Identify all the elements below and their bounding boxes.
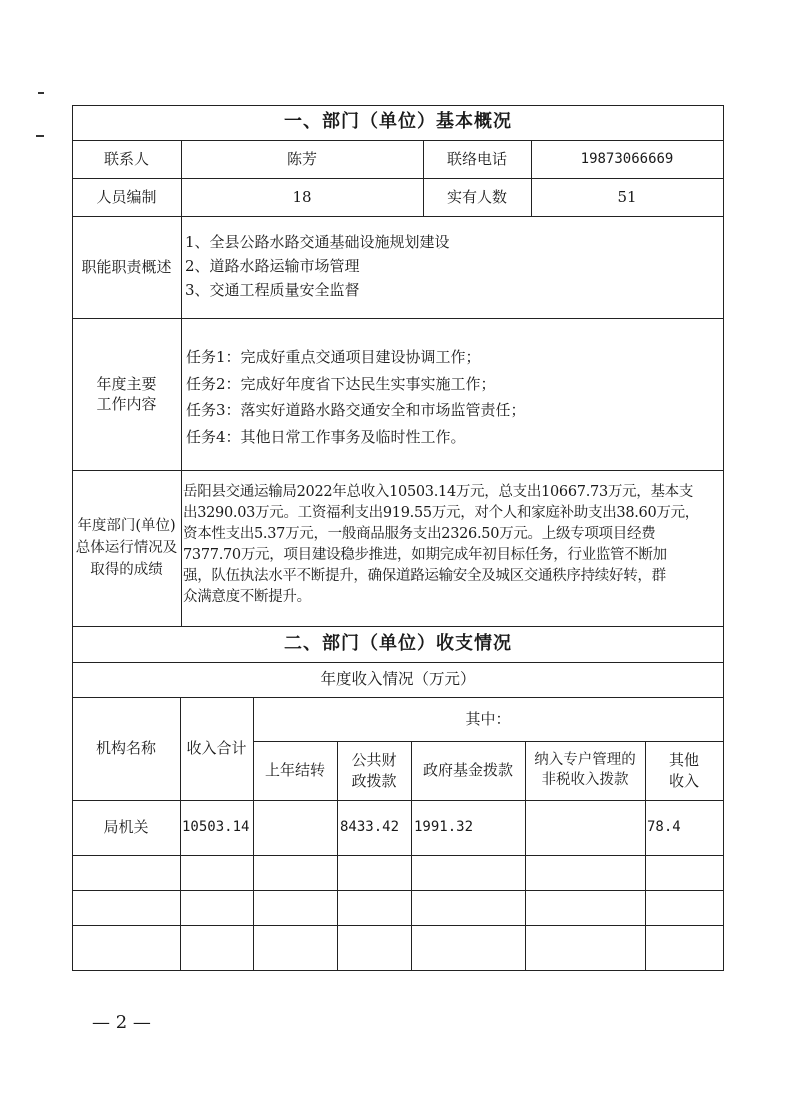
- income-subtitle: 年度收入情况（万元）: [320, 670, 476, 689]
- scan-mark: [38, 92, 44, 94]
- row-total: 10503.14: [182, 819, 250, 836]
- contact-value: 陈芳: [286, 149, 317, 168]
- perf-label-line1: 年度部门(单位): [77, 518, 176, 534]
- task-item: 任务1：完成好重点交通项目建设协调工作；: [186, 348, 481, 366]
- phone-label: 联络电话: [446, 149, 507, 168]
- col-nontax: [525, 741, 645, 800]
- row-nontax: [525, 800, 645, 855]
- row-org: 局机关: [103, 818, 149, 837]
- perf-line: 出3290.03万元。工资福利支出919.55万元，对个人和家庭补助支出38.60万元，: [183, 505, 700, 521]
- section1-title: 一、部门（单位）基本概况: [284, 111, 512, 133]
- performance-summary: [183, 482, 721, 608]
- work-label-line1: 年度主要: [96, 374, 157, 393]
- row-other: 78.4: [647, 819, 681, 836]
- phone-value: 19873066669: [580, 150, 674, 167]
- row-carryover: [253, 800, 337, 855]
- col-total-income: 收入合计: [186, 739, 247, 758]
- perf-line: 强，队伍执法水平不断提升，确保道路运输安全及城区交通秩序持续好转，群: [183, 568, 666, 584]
- row-gov-fund: 1991.32: [414, 819, 474, 836]
- work-label-line2: 工作内容: [96, 395, 157, 413]
- performance-label: [72, 470, 181, 626]
- row-fiscal: 8433.42: [340, 819, 400, 836]
- duty-item: 3、交通工程质量安全监督: [185, 281, 360, 299]
- task-item: 任务2：完成好年度省下达民生实事实施工作；: [186, 374, 496, 393]
- staffing-label: 人员编制: [96, 187, 157, 206]
- col-other: [645, 741, 723, 800]
- section2-title: 二、部门（单位）收支情况: [284, 632, 512, 654]
- page-number: — 2 —: [92, 1012, 151, 1033]
- col-other-line1: 其他: [668, 751, 699, 770]
- duties-label: 职能职责概述: [81, 257, 172, 276]
- perf-line: 7377.70万元，项目建设稳步推进，如期完成年初目标任务，行业监管不断加: [183, 547, 667, 563]
- duty-item: 2、道路水路运输市场管理: [185, 257, 360, 275]
- work-content-label: [72, 318, 181, 470]
- duties-list: [181, 230, 723, 310]
- task-item: 任务4：其他日常工作事务及临时性工作。: [186, 427, 466, 446]
- col-nontax-line2: 非税收入拨款: [541, 771, 629, 788]
- scan-mark: [36, 135, 44, 137]
- col-carryover: 上年结转: [264, 761, 325, 780]
- col-other-line2: 收入: [668, 771, 699, 790]
- col-gov-fund: 政府基金拨款: [422, 761, 513, 780]
- col-among: 其中：: [465, 709, 511, 728]
- tasks-list: [181, 344, 723, 454]
- col-fiscal-line2: 政拨款: [351, 771, 397, 790]
- contact-label: 联系人: [103, 149, 149, 168]
- task-item: 任务3：落实好道路水路交通安全和市场监管责任；: [186, 401, 526, 419]
- perf-line: 岳阳县交通运输局2022年总收入10503.14万元，总支出10667.73万元，基本支: [183, 484, 694, 500]
- actual-count-value: 51: [617, 187, 637, 206]
- perf-line: 众满意度不断提升。: [183, 589, 311, 605]
- staffing-value: 18: [292, 187, 312, 206]
- perf-label-line2: 总体运行情况及: [75, 540, 178, 556]
- col-fiscal: [337, 741, 411, 800]
- col-nontax-line1: 纳入专户管理的: [534, 751, 636, 768]
- duty-item: 1、全县公路水路交通基础设施规划建设: [185, 233, 450, 251]
- perf-label-line3: 取得的成绩: [90, 562, 163, 578]
- perf-line: 资本性支出5.37万元，一般商品服务支出2326.50万元。上级专项项目经费: [183, 526, 656, 542]
- actual-count-label: 实有人数: [446, 187, 507, 206]
- col-fiscal-line1: 公共财: [351, 751, 397, 770]
- col-org-name: 机构名称: [95, 739, 156, 758]
